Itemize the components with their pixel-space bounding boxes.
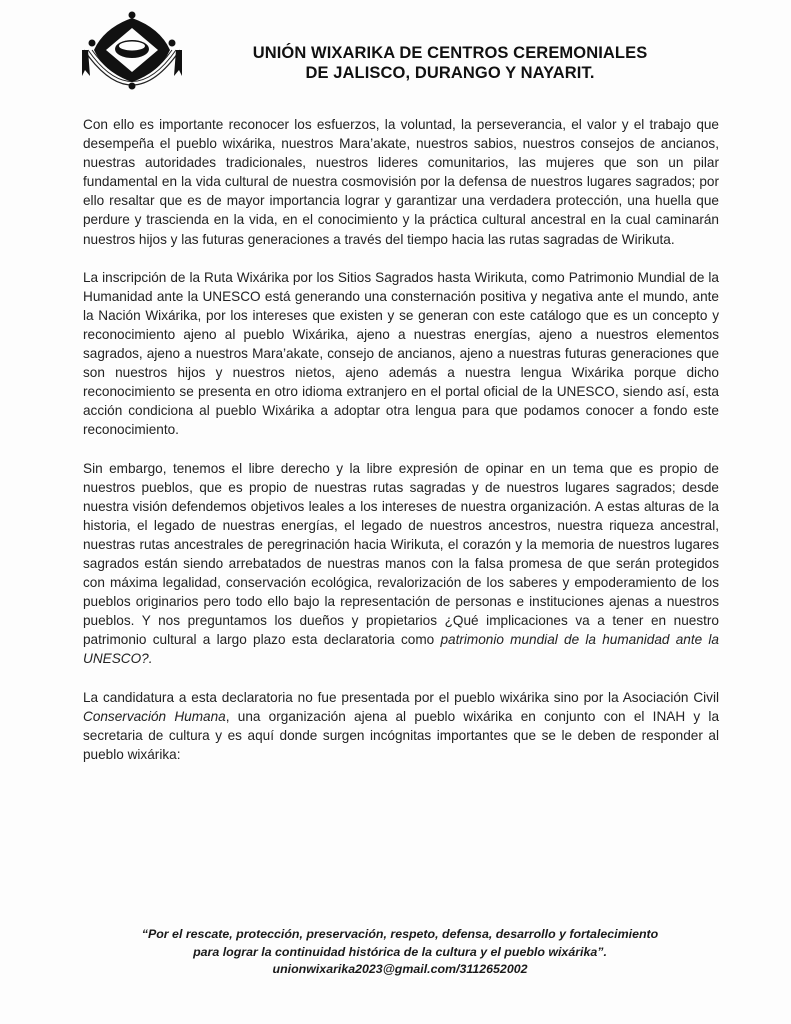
organization-logo bbox=[80, 10, 184, 100]
paragraph-3 bbox=[83, 459, 719, 669]
paragraph-2: La inscripción de la Ruta Wixárika por los Sitios Sagrados hasta Wirikuta, como Patrimonio Mundial de la Humanidad ante la UNESCO está generando una consternación positiva y negativa ante el mundo, ante la Nación Wixárika, por los intereses que existen y se generan con este catálogo que es un concepto y reconocimiento ajeno al pueblo Wixárika, ajeno a nuestras energías, ajeno a nuestros elementos sagrados, ajeno a nuestros Mara’akate, consejo de ancianos, ajeno a nuestras futuras generaciones que son nuestros hijos y nuestros nietos, ajeno además a nuestra lengua Wixárika porque dicho reconocimiento se presenta en otro idioma extranjero en el portal oficial de la UNESCO, siendo así, esta acción condiciona al pueblo Wixárika a adoptar otra lengua para que podamos conocer a fondo este reconocimiento. bbox=[83, 269, 719, 438]
paragraph-4 bbox=[83, 688, 719, 764]
header-title-line-2: DE JALISCO, DURANGO Y NAYARIT. bbox=[305, 64, 595, 82]
document-body bbox=[83, 115, 719, 783]
contact-info: unionwixarika2023@gmail.com/3112652002 bbox=[272, 962, 528, 976]
document-header bbox=[200, 43, 700, 83]
paragraph-4-start: La candidatura a esta declaratoria no fue presentada por el pueblo wixárika sino por la Asociación Civil bbox=[83, 689, 719, 705]
paragraph-1: Con ello es importante reconocer los esfuerzos, la voluntad, la perseverancia, el valor y el trabajo que desempeña el pueblo wixárika, nuestros Mara’akate, nuestros sabios, nuestros consejos de ancianos, nuestras autoridades tradicionales, nuestros lideres comunitarios, las mujeres que son un pilar fundamental en la vida cultural de nuestra cosmovisión por la defensa de nuestros lugares sagrados; por ello resaltar que es de mayor importancia lograr y garantizar una verdadera protección, una huella que perdure y trascienda en la vida, en el conocimiento y la práctica cultural ancestral en la cual caminarán nuestros hijos y las futuras generaciones a través del tiempo hacia las rutas sagradas de Wirikuta. bbox=[83, 117, 719, 247]
paragraph-4-end: , una organización ajena al pueblo wixárika en conjunto con el INAH y la secretaria de cultura y es aquí donde surgen incógnitas importantes que se le deben de responder al pueblo wixárika: bbox=[83, 708, 720, 762]
paragraph-3-text: Sin embargo, tenemos el libre derecho y la libre expresión de opinar en un tema que es propio de nuestros pueblos, que es propio de nuestras rutas sagradas y de nuestros lugares sagrados; desde nuestra visión defendemos objetivos leales a los intereses de nuestra organización. A estas alturas de la historia, el legado de nuestras energías, el legado de nuestros ancestros, nuestra riqueza ancestral, nuestras rutas ancestrales de peregrinación hacia Wirikuta, el corazón y la memoria de nuestros lugares sagrados están siendo arrebatados de nuestras manos con la falsa promesa de que serán protegidos con máxima legalidad, conservación ecológica, revalorización de los saberes y empoderamiento de los pueblos originarios pero todo ello bajo la representación de personas e instituciones ajenas a nuestros pueblos. Y nos preguntamos los dueños y propietarios ¿Qué implicaciones va a tener en nuestro patrimonio cultural a largo plazo esta declaratoria como bbox=[83, 460, 719, 648]
paragraph-3-italic: patrimonio mundial de la humanidad ante la UNESCO?. bbox=[83, 632, 719, 667]
header-title-line-1: UNIÓN WIXARIKA DE CENTROS CEREMONIALES bbox=[252, 44, 648, 62]
paragraph-4-italic: Conservación Humana bbox=[83, 708, 226, 724]
motto-line-1: “Por el rescate, protección, preservación, respeto, defensa, desarrollo y fortalecimiento bbox=[141, 927, 659, 941]
document-footer bbox=[80, 926, 720, 979]
emblem-icon bbox=[80, 10, 184, 100]
motto-line-2: para lograr la continuidad histórica de la cultura y el pueblo wixárika”. bbox=[193, 944, 607, 959]
